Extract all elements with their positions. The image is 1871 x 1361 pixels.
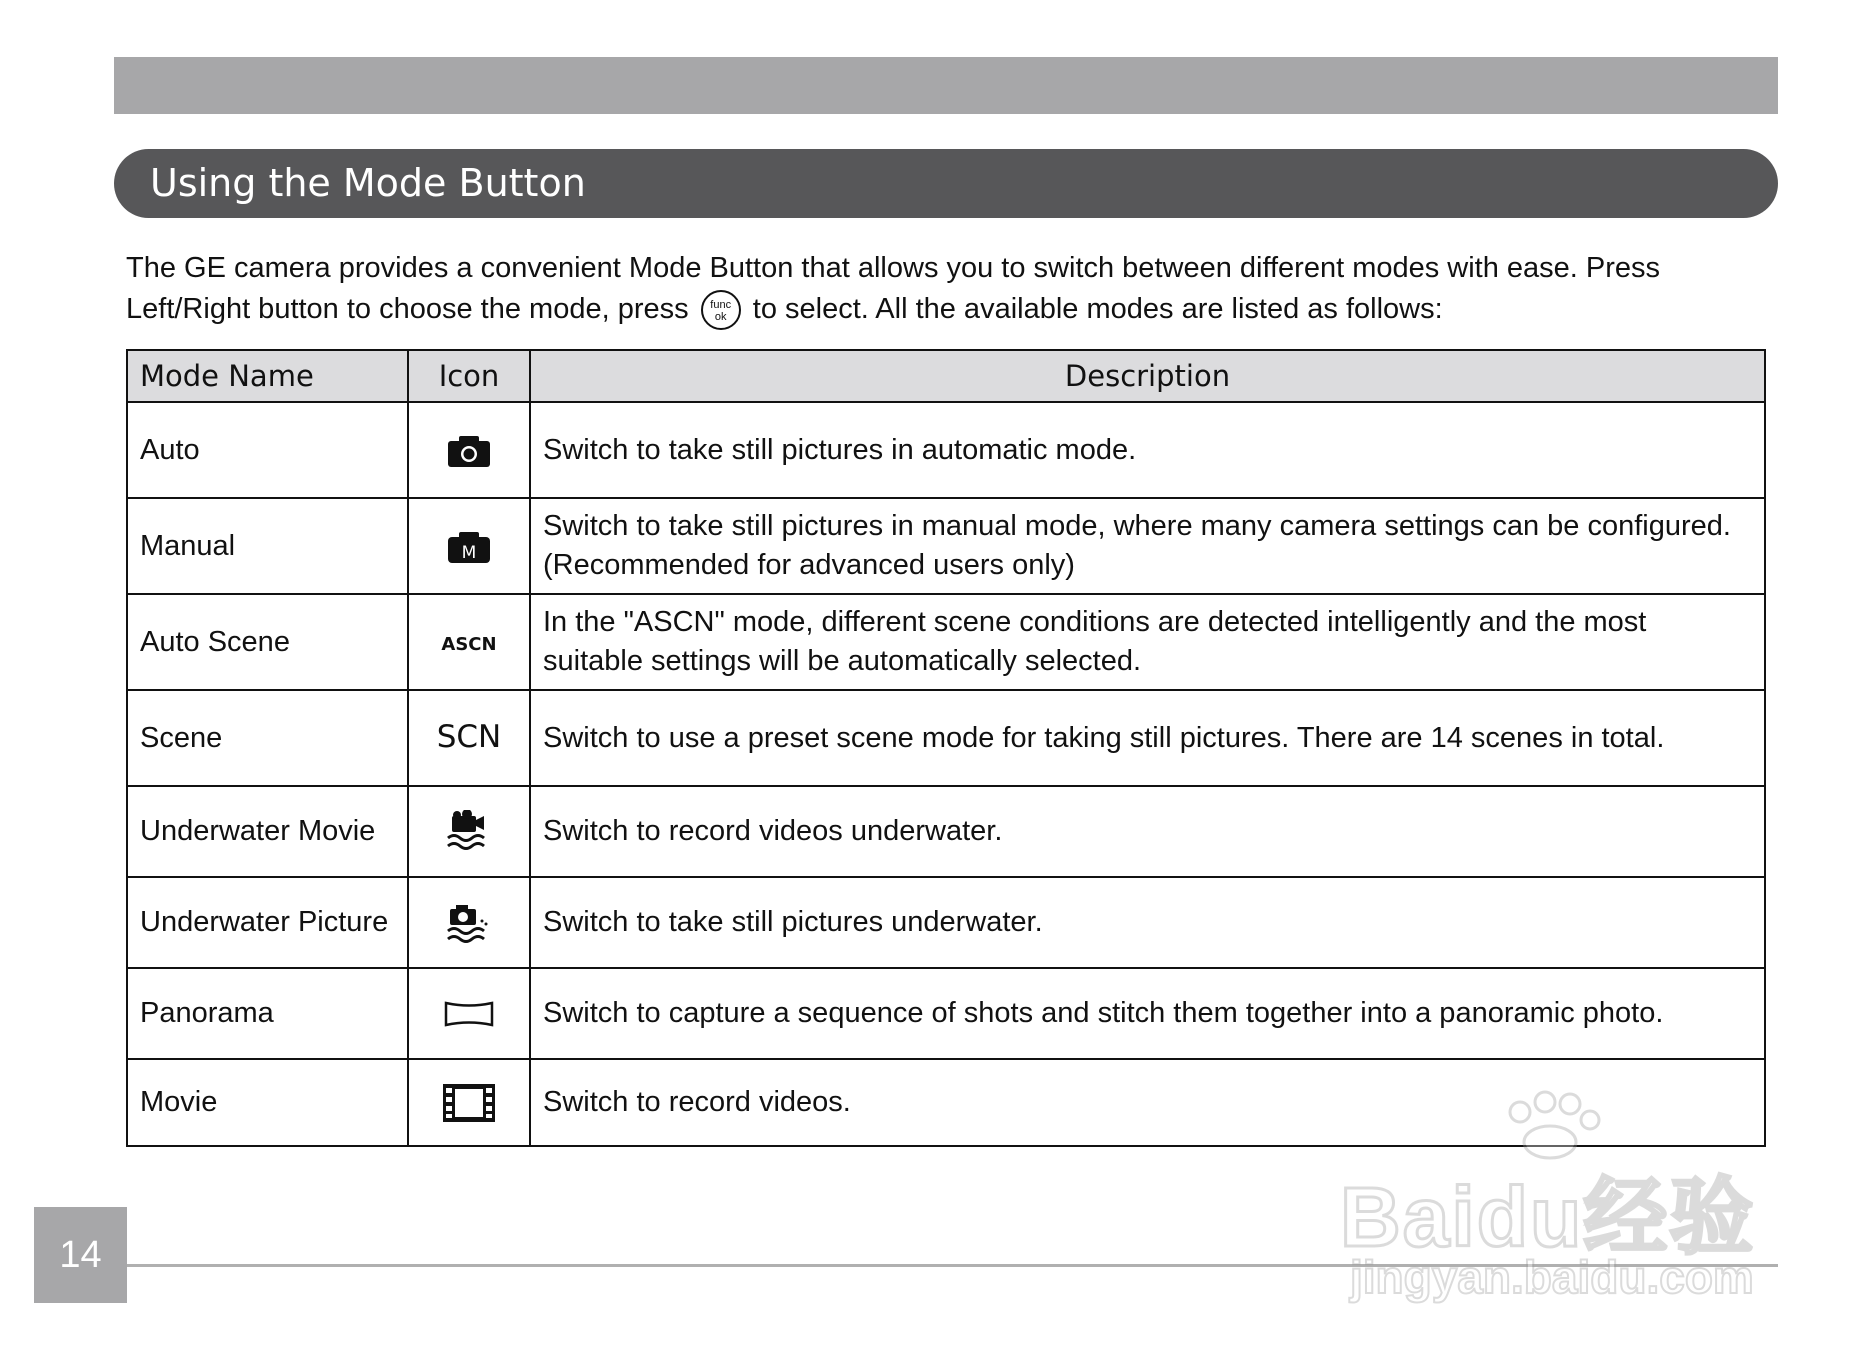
mode-description: Switch to record videos. [530, 1059, 1765, 1146]
manual-camera-icon [447, 530, 491, 562]
camera-icon [447, 434, 491, 466]
scn-icon: SCN [436, 719, 502, 755]
mode-name: Scene [127, 690, 408, 786]
mode-name: Panorama [127, 968, 408, 1059]
mode-name: Underwater Movie [127, 786, 408, 877]
ascn-icon-text: ASCN [441, 633, 497, 655]
mode-description: Switch to use a preset scene mode for taking still pictures. There are 14 scenes in total. [530, 690, 1765, 786]
intro-text-2: to select. All the available modes are listed as follows: [752, 293, 1443, 325]
underwater-picture-icon [444, 905, 494, 937]
table-row [127, 968, 1765, 1059]
mode-description: Switch to take still pictures in manual mode, where many camera settings can be configured. (Recommended for advanced users only) [530, 498, 1765, 594]
mode-description: Switch to capture a sequence of shots and stitch them together into a panoramic photo. [530, 968, 1765, 1059]
page-number: 14 [34, 1207, 127, 1303]
mode-name: Movie [127, 1059, 408, 1146]
mode-description: Switch to take still pictures underwater. [530, 877, 1765, 968]
mode-name: Auto [127, 402, 408, 498]
header-icon: Icon [408, 350, 530, 402]
svg-text:M: M [461, 542, 477, 563]
panorama-icon [443, 997, 495, 1029]
underwater-movie-icon [444, 814, 494, 846]
film-icon [441, 1085, 497, 1117]
top-bar [114, 57, 1778, 114]
table-row [127, 498, 1765, 594]
func-ok-button-icon [701, 290, 741, 330]
mode-description: Switch to take still pictures in automatic mode. [530, 402, 1765, 498]
baidu-watermark [1340, 1090, 1790, 1320]
watermark-url: jingyan.baidu.com [1350, 1251, 1754, 1303]
table-row [127, 690, 1765, 786]
table-row [127, 877, 1765, 968]
mode-name: Underwater Picture [127, 877, 408, 968]
table-header-row [127, 350, 1765, 402]
mode-name: Manual [127, 498, 408, 594]
mode-description: Switch to record videos underwater. [530, 786, 1765, 877]
mode-name: Auto Scene [127, 594, 408, 690]
table-row [127, 402, 1765, 498]
mode-table [126, 349, 1766, 1147]
intro-text-1: The GE camera provides a convenient Mode Button that allows you to switch between different modes with ease. Press Left/Right button to choose the mode, press [126, 252, 1661, 325]
intro-paragraph [126, 248, 1766, 330]
mode-description: In the "ASCN" mode, different scene conditions are detected intelligently and the most suitable settings will be automatically selected. [530, 594, 1765, 690]
watermark-brand: Baidu经验 [1340, 1170, 1756, 1264]
ascn-icon [440, 626, 498, 658]
header-description: Description [530, 350, 1765, 402]
header-mode-name: Mode Name [127, 350, 408, 402]
section-title: Using the Mode Button [114, 149, 1778, 218]
table-row [127, 786, 1765, 877]
ok-label: ok [714, 311, 727, 324]
table-row [127, 594, 1765, 690]
func-label: func [710, 299, 732, 312]
